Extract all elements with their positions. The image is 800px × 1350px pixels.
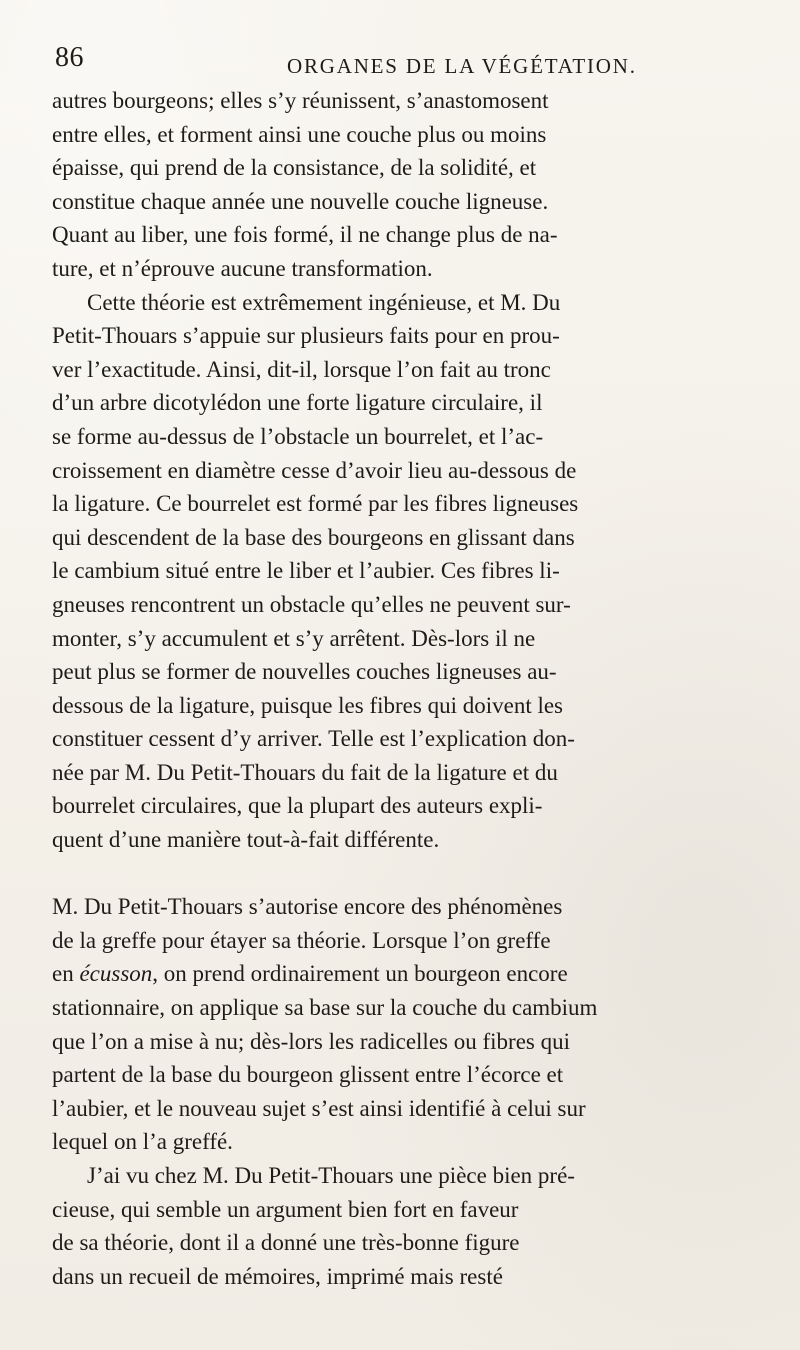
running-title: ORGANES DE LA VÉGÉTATION. xyxy=(287,54,637,78)
page-header xyxy=(55,44,745,78)
italic-term: écusson xyxy=(79,961,153,987)
paragraph-4: J’ai vu chez M. Du Petit-Thouars une pièce bien pré- cieuse, qui semble un argument bien fort en faveur de sa théorie, dont il a donné une très-bonne figure dans un recueil de mémoires, imprimé mais resté xyxy=(52,1163,575,1289)
body-text xyxy=(52,84,732,1293)
paragraph-2: Cette théorie est extrêmement ingénieuse, et M. Du Petit-Thouars s’appuie sur plusieurs faits pour en prou- ver l’exactitude. Ainsi, dit-il, lorsque l’on fait au tronc d’un arbre dicotylédon une forte ligature circulaire, il se forme au-dessus de l’obstacle un bourrelet, et l’ac- croissement en diamètre cesse d’avoir lieu au-dessous de la ligature. Ce bourrelet est formé par les fibres ligneuses qui descendent de la base des bourgeons en glissant dans le cambium situé entre le liber et l’aubier. Ces fibres li- gneuses rencontrent un obstacle qu’elles ne peuvent sur- monter, s’y accumulent et s’y arrêtent. Dès-lors il ne peut plus se former de nouvelles couches ligneuses au- dessous de la ligature, puisque les fibres qui doivent les constituer cessent d’y arriver. Telle est l’explication don- née par M. Du Petit-Thouars du fait de la ligature et du bourrelet circulaires, que la plupart des auteurs expli- quent d’une manière tout-à-fait différente. xyxy=(52,289,579,853)
paragraph-3-text-before: M. Du Petit-Thouars s’autorise encore des phénomènes de la greffe pour étayer sa théorie. Lorsque l’on greffe en xyxy=(52,894,563,987)
paragraph-1: autres bourgeons; elles s’y réunissent, s’anastomosent entre elles, et forment ainsi une couche plus ou moins épaisse, qui prend de la consistance, de la solidité, et constitue chaque année une nouvelle couche ligneuse. Quant au liber, une fois formé, il ne change plus de na- ture, et n’éprouve aucune transformation. xyxy=(52,88,558,281)
paragraph-3 xyxy=(52,857,732,1159)
page-number: 86 xyxy=(55,42,84,73)
paragraph-3-text-after: , on prend ordinairement un bourgeon encore stationnaire, on applique sa base sur la couche du cambium que l’on a mise à nu; dès-lors les radicelles ou fibres qui partent de la base du bourgeon glissent entre l’écorce et l’aubier, et le nouveau sujet s’est ainsi identifié à celui sur lequel on l’a greffé. xyxy=(52,961,598,1155)
